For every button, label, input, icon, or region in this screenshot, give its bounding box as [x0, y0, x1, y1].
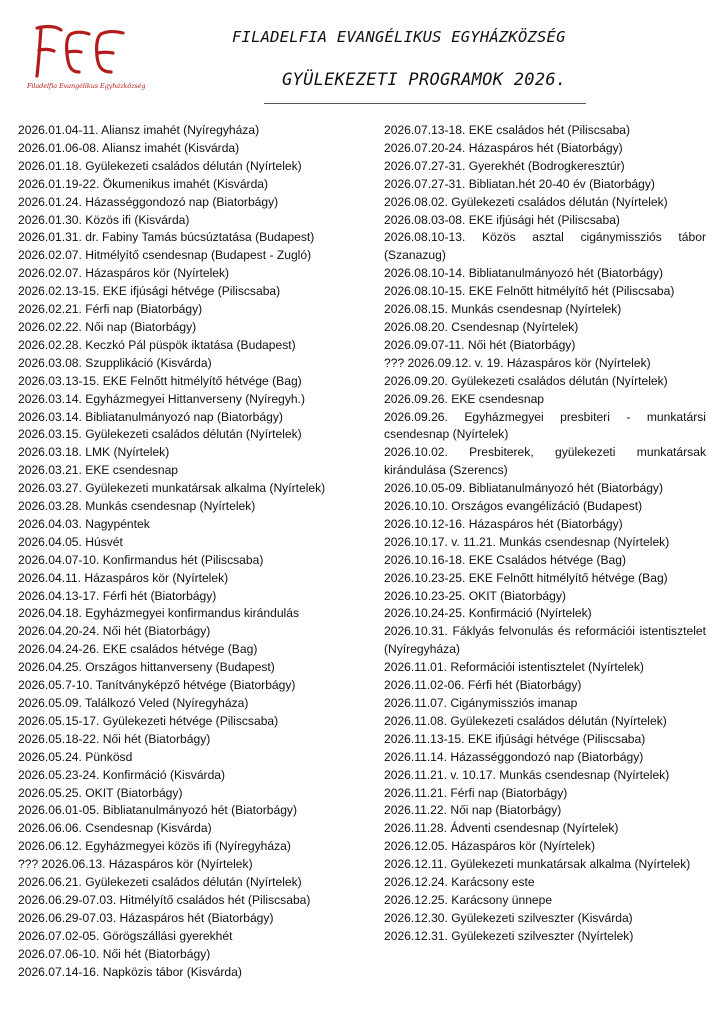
event-entry: 2026.04.13-17. Férfi hét (Biatorbágy): [18, 588, 217, 603]
event-entry: 2026.02.22. Női nap (Biatorbágy): [18, 319, 197, 334]
event-entry: 2026.10.23-25. EKE Felnőtt hitmélyítő hétvége (Bag): [384, 570, 668, 585]
event-entry: 2026.10.10. Országos evangélizáció (Budapest): [384, 499, 643, 514]
event-entry: 2026.03.08. Szupplikáció (Kisvárda): [18, 355, 212, 370]
event-entry: 2026.10.17. v. 11.21. Munkás csendesnap (Nyírtelek): [384, 534, 670, 549]
event-entry: 2026.06.06. Csendesnap (Kisvárda): [18, 821, 212, 836]
event-entry: 2026.12.25. Karácsony ünnepe: [384, 892, 553, 907]
event-entry: 2026.07.06-10. Női hét (Biatorbágy): [18, 946, 211, 961]
event-entry: 2026.09.26. Egyházmegyei presbiteri - munkatársi csendesnap (Nyírtelek): [384, 409, 706, 442]
event-entry: ??? 2026.09.12. v. 19. Házaspáros kör (Nyírtelek): [384, 355, 651, 370]
event-entry: 2026.05.24. Pünkösd: [18, 749, 133, 764]
event-entry: 2026.01.04-11. Aliansz imahét (Nyíregyháza): [18, 123, 260, 137]
event-entry: 2026.08.15. Munkás csendesnap (Nyírtelek): [384, 302, 622, 317]
event-entry: 2026.09.07-11. Női hét (Biatorbágy): [384, 337, 576, 352]
event-entry: 2026.10.02. Presbiterek, gyülekezeti munkatársak kirándulása (Szerencs): [384, 445, 706, 478]
event-entry: 2026.04.03. Nagypéntek: [18, 516, 150, 531]
event-entry: 2026.05.23-24. Konfirmáció (Kisvárda): [18, 767, 226, 782]
event-entry: 2026.08.20. Csendesnap (Nyírtelek): [384, 319, 579, 334]
event-entry: 2026.03.14. Egyházmegyei Hittanverseny (Nyíregyh.): [18, 391, 306, 406]
event-entry: 2026.06.01-05. Bibliatanulmányozó hét (Biatorbágy): [18, 803, 298, 818]
event-entry: 2026.04.20-24. Női hét (Biatorbágy): [18, 624, 211, 639]
event-entry: 2026.08.10-14. Bibliatanulmányozó hét (Biatorbágy): [384, 266, 664, 281]
event-entry: 2026.04.25. Országos hittanverseny (Budapest): [18, 660, 275, 675]
event-entry: 2026.07.27-31. Gyerekhét (Bodrogkeresztúr): [384, 158, 625, 173]
event-entry: 2026.02.13-15. EKE ifjúsági hétvége (Piliscsaba): [18, 284, 281, 299]
event-entry: 2026.12.30. Gyülekezeti szilveszter (Kisvárda): [384, 910, 633, 925]
event-entry: 2026.11.01. Reformációi istentisztelet (Nyírtelek): [384, 660, 644, 675]
page-title: GYÜLEKEZETI PROGRAMOK 2026.: [282, 70, 567, 90]
event-entry: 2026.12.11. Gyülekezeti munkatársak alkalma (Nyírtelek): [384, 857, 691, 872]
event-entry: 2026.10.05-09. Bibliatanulmányozó hét (Biatorbágy): [384, 481, 664, 496]
event-entry: 2026.06.12. Egyházmegyei közös ifi (Nyíregyháza): [18, 839, 291, 854]
event-entry: 2026.03.21. EKE csendesnap: [18, 463, 179, 478]
event-entry: 2026.10.24-25. Konfirmáció (Nyírtelek): [384, 606, 592, 621]
event-entry: 2026.04.05. Húsvét: [18, 534, 123, 549]
event-entry: 2026.01.30. Közös ifi (Kisvárda): [18, 212, 190, 227]
event-entry: 2026.03.18. LMK (Nyírtelek): [18, 445, 170, 460]
event-entry: 2026.07.14-16. Napközis tábor (Kisvárda): [18, 964, 242, 979]
event-entry: ??? 2026.06.13. Házaspáros kör (Nyírtelek): [18, 857, 253, 872]
event-entry: 2026.01.31. dr. Fabiny Tamás búcsúztatása (Budapest): [18, 230, 315, 245]
event-entry: 2026.03.28. Munkás csendesnap (Nyírtelek): [18, 499, 256, 514]
event-entry: 2026.03.15. Gyülekezeti családos délután (Nyírtelek): [18, 427, 302, 442]
event-list-left: [18, 122, 340, 982]
event-entry: 2026.03.27. Gyülekezeti munkatársak alkalma (Nyírtelek): [18, 481, 326, 496]
event-entry: 2026.11.02-06. Férfi hét (Biatorbágy): [384, 678, 582, 693]
event-entry: 2026.09.20. Gyülekezeti családos délután (Nyírtelek): [384, 373, 668, 388]
fee-logo-mark: [27, 22, 137, 80]
event-entry: 2026.02.07. Hitmélyítő csendesnap (Budapest - Zugló): [18, 248, 312, 263]
event-entry: 2026.10.31. Fáklyás felvonulás és reformációi istentisztelet (Nyíregyháza): [384, 624, 706, 657]
event-entry: 2026.07.27-31. Bibliatan.hét 20-40 év (Biatorbágy): [384, 176, 655, 191]
event-entry: 2026.11.14. Házasséggondozó nap (Biatorbágy): [384, 749, 644, 764]
logo-caption: Filadelfia Evangélikus Egyházközség: [27, 82, 146, 90]
event-entry: 2026.07.13-18. EKE családos hét (Piliscsaba): [384, 123, 631, 137]
church-logo: [27, 22, 146, 98]
event-entry: 2026.05.7-10. Tanítványképző hétvége (Biatorbágy): [18, 678, 296, 693]
event-entry: 2026.05.25. OKIT (Biatorbágy): [18, 785, 183, 800]
event-entry: 2026.04.18. Egyházmegyei konfirmandus kirándulás: [18, 606, 300, 621]
event-entry: 2026.01.24. Házasséggondozó nap (Biatorbágy): [18, 194, 279, 209]
event-entry: 2026.02.28. Keczkó Pál püspök iktatása (Budapest): [18, 337, 296, 352]
event-entry: 2026.08.02. Gyülekezeti családos délután (Nyírtelek): [384, 194, 668, 209]
church-name-heading: FILADELFIA EVANGÉLIKUS EGYHÁZKÖZSÉG: [232, 28, 566, 46]
event-entry: 2026.12.31. Gyülekezeti szilveszter (Nyírtelek): [384, 928, 634, 943]
event-entry: 2026.04.24-26. EKE családos hétvége (Bag): [18, 642, 258, 657]
event-entry: 2026.06.29-07.03. Házaspáros hét (Biatorbágy): [18, 910, 274, 925]
event-entry: 2026.11.28. Ádventi csendesnap (Nyírtelek): [384, 821, 619, 836]
event-entry: 2026.08.10-15. EKE Felnőtt hitmélyítő hét (Piliscsaba): [384, 284, 675, 299]
event-entry: 2026.12.05. Házaspáros kör (Nyírtelek): [384, 839, 596, 854]
event-entry: 2026.02.07. Házaspáros kör (Nyírtelek): [18, 266, 230, 281]
event-entry: 2026.04.07-10. Konfirmandus hét (Piliscsaba): [18, 552, 264, 567]
event-entry: 2026.09.26. EKE csendesnap: [384, 391, 545, 406]
event-entry: 2026.02.21. Férfi nap (Biatorbágy): [18, 302, 203, 317]
event-entry: 2026.10.23-25. OKIT (Biatorbágy): [384, 588, 566, 603]
event-entry: 2026.01.18. Gyülekezeti családos délután (Nyírtelek): [18, 158, 302, 173]
event-entry: 2026.11.08. Gyülekezeti családos délután (Nyírtelek): [384, 713, 667, 728]
event-entry: 2026.01.19-22. Ökumenikus imahét (Kisvárda): [18, 176, 269, 191]
event-entry: 2026.04.11. Házaspáros kör (Nyírtelek): [18, 570, 229, 585]
event-entry: 2026.01.06-08. Aliansz imahét (Kisvárda): [18, 140, 240, 155]
event-entry: 2026.11.22. Női nap (Biatorbágy): [384, 803, 562, 818]
event-entry: 2026.11.21. Férfi nap (Biatorbágy): [384, 785, 568, 800]
event-entry: 2026.03.13-15. EKE Felnőtt hitmélyítő hétvége (Bag): [18, 373, 302, 388]
event-entry: 2026.08.03-08. EKE ifjúsági hét (Piliscsaba): [384, 212, 620, 227]
event-entry: 2026.11.21. v. 10.17. Munkás csendesnap (Nyírtelek): [384, 767, 670, 782]
event-entry: 2026.03.14. Bibliatanulmányozó nap (Biatorbágy): [18, 409, 283, 424]
event-entry: 2026.10.16-18. EKE Családos hétvége (Bag): [384, 552, 627, 567]
event-entry: 2026.07.02-05. Görögszállási gyerekhét: [18, 928, 233, 943]
title-underline: [264, 103, 586, 104]
event-entry: 2026.06.29-07.03. Hitmélyítő családos hét (Piliscsaba): [18, 892, 311, 907]
event-entry: 2026.11.13-15. EKE ifjúsági hétvége (Piliscsaba): [384, 731, 646, 746]
event-entry: 2026.08.10-13. Közös asztal cigánymissziós tábor (Szanazug): [384, 230, 706, 263]
event-entry: 2026.11.07. Cigánymissziós imanap: [384, 696, 578, 710]
event-entry: 2026.05.09. Találkozó Veled (Nyíregyháza): [18, 696, 249, 710]
event-entry: 2026.07.20-24. Házaspáros hét (Biatorbágy): [384, 140, 623, 155]
event-list-right: [384, 122, 706, 946]
event-entry: 2026.10.12-16. Házaspáros hét (Biatorbágy): [384, 516, 623, 531]
event-entry: 2026.05.18-22. Női hét (Biatorbágy): [18, 731, 211, 746]
event-entry: 2026.05.15-17. Gyülekezeti hétvége (Piliscsaba): [18, 713, 279, 728]
event-entry: 2026.12.24. Karácsony este: [384, 875, 535, 890]
event-entry: 2026.06.21. Gyülekezeti családos délután (Nyírtelek): [18, 875, 302, 890]
